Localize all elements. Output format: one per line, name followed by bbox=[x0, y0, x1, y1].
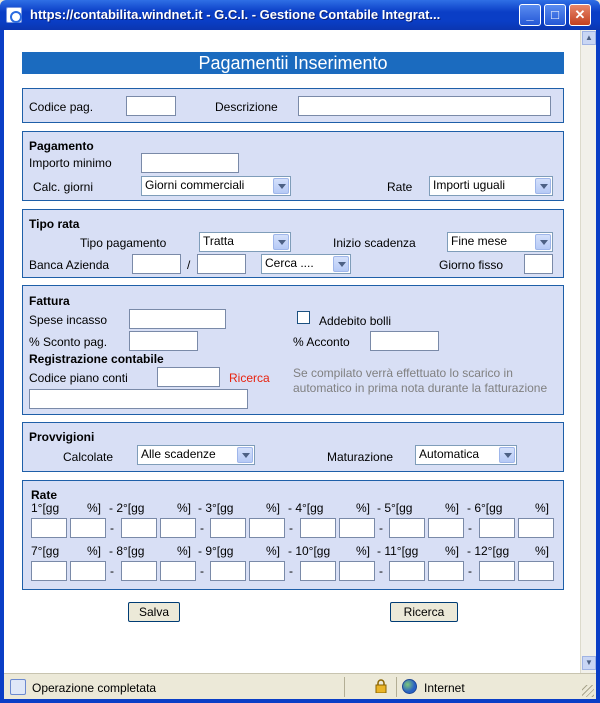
status-bar bbox=[4, 673, 596, 699]
chevron-down-icon bbox=[499, 447, 515, 463]
salva-button[interactable]: Salva bbox=[128, 602, 180, 622]
addebito-bolli-label: Addebito bolli bbox=[319, 314, 392, 328]
descrizione-input[interactable] bbox=[298, 96, 551, 116]
rate-gg-input[interactable] bbox=[31, 518, 67, 538]
globe-icon bbox=[402, 679, 417, 694]
rate-pct-label: %] bbox=[266, 544, 281, 558]
banca-slash: / bbox=[187, 258, 191, 272]
rate-pct-label: %] bbox=[356, 544, 371, 558]
rate-pct-input[interactable] bbox=[249, 561, 285, 581]
registrazione-title: Registrazione contabile bbox=[29, 352, 164, 366]
rate-gg-input[interactable] bbox=[210, 518, 246, 538]
rate-gg-input[interactable] bbox=[300, 561, 336, 581]
maturazione-value: Automatica bbox=[419, 447, 480, 461]
rate-pct-label: %] bbox=[177, 544, 192, 558]
rate-gg-label: - 11°[gg bbox=[377, 544, 419, 558]
rate-dash: - bbox=[289, 521, 293, 535]
rate-dash: - bbox=[110, 564, 114, 578]
rate-dash: - bbox=[468, 521, 472, 535]
rate-type-label: Rate bbox=[387, 180, 413, 194]
chevron-down-icon bbox=[333, 256, 349, 272]
addebito-bolli-checkbox[interactable] bbox=[297, 311, 310, 324]
maximize-button[interactable]: □ bbox=[544, 4, 566, 26]
tipo-rata-title: Tipo rata bbox=[29, 217, 80, 231]
window-frame bbox=[0, 30, 600, 703]
code-section bbox=[22, 88, 564, 123]
rate-gg-input[interactable] bbox=[210, 561, 246, 581]
rate-type-value: Importi uguali bbox=[433, 178, 506, 192]
calcolate-select[interactable] bbox=[137, 445, 255, 465]
tipo-pagamento-value: Tratta bbox=[203, 234, 234, 248]
conto-description-input[interactable] bbox=[29, 389, 248, 409]
rate-dash: - bbox=[200, 564, 204, 578]
window-title: https://contabilita.windnet.it - G.C.I. - Gestione Contabile Integrat... bbox=[30, 7, 441, 22]
rate-pct-label: %] bbox=[266, 501, 281, 515]
inizio-scadenza-label: Inizio scadenza bbox=[333, 236, 416, 250]
rate-gg-label: - 5°[gg bbox=[377, 501, 413, 515]
rate-pct-label: %] bbox=[356, 501, 371, 515]
rate-pct-label: %] bbox=[535, 501, 550, 515]
rate-gg-input[interactable] bbox=[300, 518, 336, 538]
rate-pct-input[interactable] bbox=[160, 561, 196, 581]
sconto-pag-label: % Sconto pag. bbox=[29, 335, 108, 349]
banca-azienda-label: Banca Azienda bbox=[29, 258, 110, 272]
rate-gg-label: - 6°[gg bbox=[467, 501, 503, 515]
spese-incasso-input[interactable] bbox=[129, 309, 226, 329]
rate-pct-label: %] bbox=[535, 544, 550, 558]
spese-incasso-label: Spese incasso bbox=[29, 313, 108, 327]
tipo-rata-section bbox=[22, 209, 564, 278]
rate-gg-label: - 3°[gg bbox=[198, 501, 234, 515]
maturazione-label: Maturazione bbox=[327, 450, 394, 464]
inizio-scadenza-value: Fine mese bbox=[451, 234, 508, 248]
rate-dash: - bbox=[468, 564, 472, 578]
rate-title: Rate bbox=[31, 488, 58, 502]
acconto-label: % Acconto bbox=[293, 335, 350, 349]
rate-pct-input[interactable] bbox=[518, 518, 554, 538]
importo-minimo-label: Importo minimo bbox=[29, 156, 112, 170]
lock-icon bbox=[374, 679, 388, 693]
chevron-down-icon bbox=[237, 447, 253, 463]
fattura-title: Fattura bbox=[29, 294, 70, 308]
calc-giorni-label: Calc. giorni bbox=[33, 180, 94, 194]
rate-gg-label: - 10°[gg bbox=[288, 544, 331, 558]
rate-pct-label: %] bbox=[177, 501, 192, 515]
sconto-pag-input[interactable] bbox=[129, 331, 198, 351]
vertical-scrollbar[interactable] bbox=[580, 30, 596, 673]
rate-type-select[interactable] bbox=[429, 176, 553, 196]
scroll-up-icon[interactable]: ▲ bbox=[582, 31, 596, 45]
rate-pct-input[interactable] bbox=[70, 518, 106, 538]
calc-giorni-value: Giorni commerciali bbox=[145, 178, 245, 192]
page-title: Pagamentii Inserimento bbox=[22, 52, 564, 74]
pagamento-section bbox=[22, 131, 564, 201]
rate-gg-input[interactable] bbox=[389, 561, 425, 581]
rate-pct-label: %] bbox=[445, 501, 460, 515]
security-zone: Internet bbox=[424, 681, 465, 695]
close-button[interactable]: ✕ bbox=[569, 4, 591, 26]
rate-pct-input[interactable] bbox=[428, 518, 464, 538]
ricerca-link[interactable]: Ricerca bbox=[229, 371, 270, 385]
minimize-button[interactable]: _ bbox=[519, 4, 541, 26]
ie-page-icon bbox=[6, 7, 22, 23]
rate-pct-input[interactable] bbox=[249, 518, 285, 538]
rate-pct-input[interactable] bbox=[428, 561, 464, 581]
calcolate-value: Alle scadenze bbox=[141, 447, 216, 461]
banca-abi-input[interactable] bbox=[132, 254, 181, 274]
chevron-down-icon bbox=[273, 178, 289, 194]
payment-form bbox=[22, 52, 564, 619]
chevron-down-icon bbox=[535, 234, 551, 250]
codice-pag-label: Codice pag. bbox=[29, 100, 94, 114]
rate-gg-input[interactable] bbox=[31, 561, 67, 581]
maturazione-select[interactable] bbox=[415, 445, 517, 465]
rate-gg-input[interactable] bbox=[121, 561, 157, 581]
rate-gg-input[interactable] bbox=[479, 518, 515, 538]
rate-pct-input[interactable] bbox=[339, 518, 375, 538]
rate-dash: - bbox=[110, 521, 114, 535]
chevron-down-icon bbox=[273, 234, 289, 250]
rate-gg-label: - 9°[gg bbox=[198, 544, 234, 558]
codice-piano-conti-input[interactable] bbox=[157, 367, 220, 387]
rate-dash: - bbox=[379, 564, 383, 578]
cerca-value: Cerca .... bbox=[265, 256, 314, 270]
pagamento-title: Pagamento bbox=[29, 139, 94, 153]
banca-cab-input[interactable] bbox=[197, 254, 246, 274]
rate-gg-input[interactable] bbox=[389, 518, 425, 538]
provvigioni-section bbox=[22, 422, 564, 472]
rate-gg-input[interactable] bbox=[479, 561, 515, 581]
descrizione-label: Descrizione bbox=[215, 100, 278, 114]
chevron-down-icon bbox=[535, 178, 551, 194]
resize-grip[interactable] bbox=[582, 685, 594, 697]
codice-pag-input[interactable] bbox=[126, 96, 176, 116]
inizio-scadenza-select[interactable] bbox=[447, 232, 553, 252]
window-titlebar bbox=[0, 0, 600, 30]
tipo-pagamento-select[interactable] bbox=[199, 232, 291, 252]
scroll-down-icon[interactable]: ▼ bbox=[582, 656, 596, 670]
fattura-section bbox=[22, 285, 564, 415]
banca-cerca-select[interactable] bbox=[261, 254, 351, 274]
rate-gg-label: - 8°[gg bbox=[109, 544, 145, 558]
rate-pct-label: %] bbox=[445, 544, 460, 558]
importo-minimo-input[interactable] bbox=[141, 153, 239, 173]
rate-pct-label: %] bbox=[87, 544, 102, 558]
rate-gg-label: - 2°[gg bbox=[109, 501, 145, 515]
rate-gg-label: 1°[gg bbox=[31, 501, 60, 515]
giorno-fisso-label: Giorno fisso bbox=[439, 258, 504, 272]
giorno-fisso-input[interactable] bbox=[524, 254, 553, 274]
page-content bbox=[4, 30, 580, 673]
rate-section bbox=[22, 480, 564, 590]
rate-gg-input[interactable] bbox=[121, 518, 157, 538]
provvigioni-title: Provvigioni bbox=[29, 430, 95, 444]
page-done-icon bbox=[10, 679, 26, 695]
rate-pct-input[interactable] bbox=[518, 561, 554, 581]
codice-piano-conti-label: Codice piano conti bbox=[29, 371, 128, 385]
rate-pct-input[interactable] bbox=[70, 561, 106, 581]
rate-pct-input[interactable] bbox=[339, 561, 375, 581]
rate-dash: - bbox=[200, 521, 204, 535]
calcolate-label: Calcolate bbox=[63, 450, 114, 464]
calc-giorni-select[interactable] bbox=[141, 176, 291, 196]
acconto-input[interactable] bbox=[370, 331, 439, 351]
ricerca-button[interactable]: Ricerca bbox=[390, 602, 458, 622]
rate-gg-label: - 12°[gg bbox=[467, 544, 510, 558]
rate-pct-label: %] bbox=[87, 501, 102, 515]
rate-gg-label: 7°[gg bbox=[31, 544, 60, 558]
rate-dash: - bbox=[289, 564, 293, 578]
status-separator bbox=[344, 677, 345, 697]
rate-pct-input[interactable] bbox=[160, 518, 196, 538]
tipo-pagamento-label: Tipo pagamento bbox=[80, 236, 167, 250]
rate-dash: - bbox=[379, 521, 383, 535]
scarico-note: Se compilato verrà effettuato lo scarico in automatico in prima nota durante la fatturazione bbox=[293, 366, 548, 395]
status-text: Operazione completata bbox=[32, 681, 157, 695]
status-separator bbox=[396, 677, 397, 697]
rate-gg-label: - 4°[gg bbox=[288, 501, 324, 515]
